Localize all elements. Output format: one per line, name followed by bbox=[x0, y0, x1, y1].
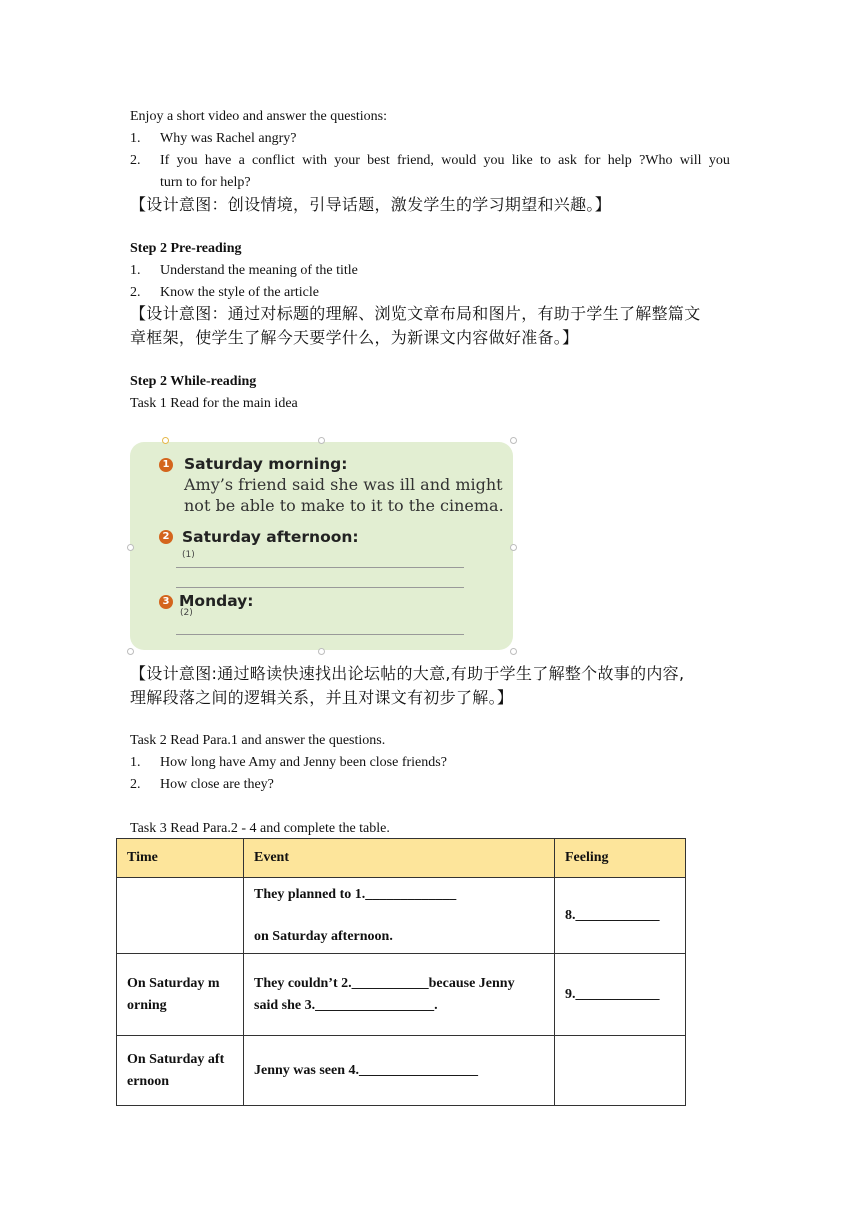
question-word: to bbox=[540, 153, 551, 168]
number-badge: 3 bbox=[159, 595, 173, 609]
figure-text-1a: Amy’s friend said she was ill and might bbox=[184, 475, 503, 494]
question-word: ?Who bbox=[639, 153, 673, 168]
question-word: with bbox=[302, 153, 327, 168]
header-feeling: Feeling bbox=[555, 839, 686, 878]
resize-handle[interactable] bbox=[127, 544, 134, 551]
question-2-continued: turn to for help? bbox=[160, 175, 251, 190]
time-text: orning bbox=[127, 997, 167, 1013]
number-badge: 2 bbox=[159, 530, 173, 544]
blank-number: (1) bbox=[182, 550, 195, 560]
table-header-row bbox=[117, 839, 686, 878]
answer-line bbox=[176, 567, 464, 568]
event-cell bbox=[244, 954, 555, 1036]
answer-line bbox=[176, 587, 464, 588]
spacer bbox=[254, 906, 544, 926]
time-text: ernoon bbox=[127, 1073, 169, 1089]
figure-heading-3: Monday: bbox=[179, 592, 254, 610]
time-text: On Saturday aft bbox=[127, 1051, 225, 1067]
main-idea-figure bbox=[130, 440, 515, 652]
resize-handle[interactable] bbox=[162, 437, 169, 444]
time-text: On Saturday m bbox=[127, 975, 220, 991]
list-number: 1. bbox=[130, 755, 141, 770]
question-word: If bbox=[160, 153, 170, 168]
figure-heading-2: Saturday afternoon: bbox=[182, 528, 359, 546]
feeling-cell: 8.____________ bbox=[555, 878, 686, 954]
design-intent-2-line-1: 【设计意图：通过对标题的理解、浏览文章布局和图片，有助于学生了解整篇文 bbox=[130, 304, 701, 323]
question-word: conflict bbox=[252, 153, 295, 168]
table-row bbox=[117, 954, 686, 1036]
story-table bbox=[116, 838, 686, 1106]
list-number: 2. bbox=[130, 777, 141, 792]
blank-number: (2) bbox=[180, 608, 193, 618]
event-text: said she 3._________________. bbox=[254, 997, 438, 1013]
task-3-label: Task 3 Read Para.2 - 4 and complete the table. bbox=[130, 821, 390, 836]
resize-handle[interactable] bbox=[510, 648, 517, 655]
question-word: would bbox=[441, 153, 477, 168]
question-1: Why was Rachel angry? bbox=[160, 131, 297, 146]
task-2-question-1: How long have Amy and Jenny been close friends? bbox=[160, 755, 447, 770]
pre-reading-heading: Step 2 Pre-reading bbox=[130, 241, 242, 256]
event-text: on Saturday afternoon. bbox=[254, 928, 393, 944]
design-intent-2-line-2: 章框架，使学生了解今天要学什么，为新课文内容做好准备。】 bbox=[130, 328, 579, 347]
figure-heading-1: Saturday morning: bbox=[184, 455, 348, 473]
resize-handle[interactable] bbox=[318, 648, 325, 655]
list-number: 2. bbox=[130, 285, 141, 300]
question-word: ask bbox=[558, 153, 577, 168]
pre-reading-item-2: Know the style of the article bbox=[160, 285, 320, 300]
design-intent-1: 【设计意图：创设情境，引导话题，激发学生的学习期望和兴趣。】 bbox=[130, 195, 612, 214]
feeling-cell: 9.____________ bbox=[555, 954, 686, 1036]
design-intent-3-line-2: 理解段落之间的逻辑关系，并且对课文有初步了解。】 bbox=[130, 688, 514, 707]
question-word: you bbox=[708, 153, 730, 168]
list-number: 2. bbox=[130, 153, 141, 168]
feeling-cell bbox=[555, 1036, 686, 1106]
event-cell: Jenny was seen 4._________________ bbox=[244, 1036, 555, 1106]
event-text: They planned to 1._____________ bbox=[254, 886, 457, 902]
question-word: a bbox=[238, 153, 245, 168]
table-row bbox=[117, 1036, 686, 1106]
question-word: like bbox=[511, 153, 533, 168]
list-number: 1. bbox=[130, 263, 141, 278]
table-row bbox=[117, 878, 686, 954]
pre-reading-item-1: Understand the meaning of the title bbox=[160, 263, 358, 278]
header-event: Event bbox=[244, 839, 555, 878]
time-cell bbox=[117, 878, 244, 954]
question-word: friend, bbox=[397, 153, 434, 168]
question-word: best bbox=[367, 153, 390, 168]
question-word: will bbox=[679, 153, 702, 168]
resize-handle[interactable] bbox=[510, 544, 517, 551]
question-word: your bbox=[334, 153, 360, 168]
header-time: Time bbox=[117, 839, 244, 878]
task-2-question-2: How close are they? bbox=[160, 777, 274, 792]
question-2 bbox=[160, 150, 730, 172]
while-reading-heading: Step 2 While-reading bbox=[130, 374, 257, 389]
event-cell bbox=[244, 878, 555, 954]
question-word: for bbox=[584, 153, 601, 168]
resize-handle[interactable] bbox=[510, 437, 517, 444]
list-number: 1. bbox=[130, 131, 141, 146]
question-word: you bbox=[483, 153, 505, 168]
event-text: They couldn’t 2.___________because Jenny bbox=[254, 975, 515, 991]
time-cell bbox=[117, 1036, 244, 1106]
resize-handle[interactable] bbox=[318, 437, 325, 444]
task-2-label: Task 2 Read Para.1 and answer the questions. bbox=[130, 733, 386, 748]
intro-line: Enjoy a short video and answer the questions: bbox=[130, 109, 388, 124]
task-1-label: Task 1 Read for the main idea bbox=[130, 396, 298, 411]
question-word: you bbox=[176, 153, 198, 168]
design-intent-3-line-1: 【设计意图:通过略读快速找出论坛帖的大意,有助于学生了解整个故事的内容, bbox=[130, 664, 685, 683]
answer-line bbox=[176, 634, 464, 635]
number-badge: 1 bbox=[159, 458, 173, 472]
resize-handle[interactable] bbox=[127, 648, 134, 655]
question-word: help bbox=[607, 153, 632, 168]
question-word: have bbox=[204, 153, 232, 168]
figure-text-1b: not be able to make to it to the cinema. bbox=[184, 496, 504, 515]
time-cell bbox=[117, 954, 244, 1036]
